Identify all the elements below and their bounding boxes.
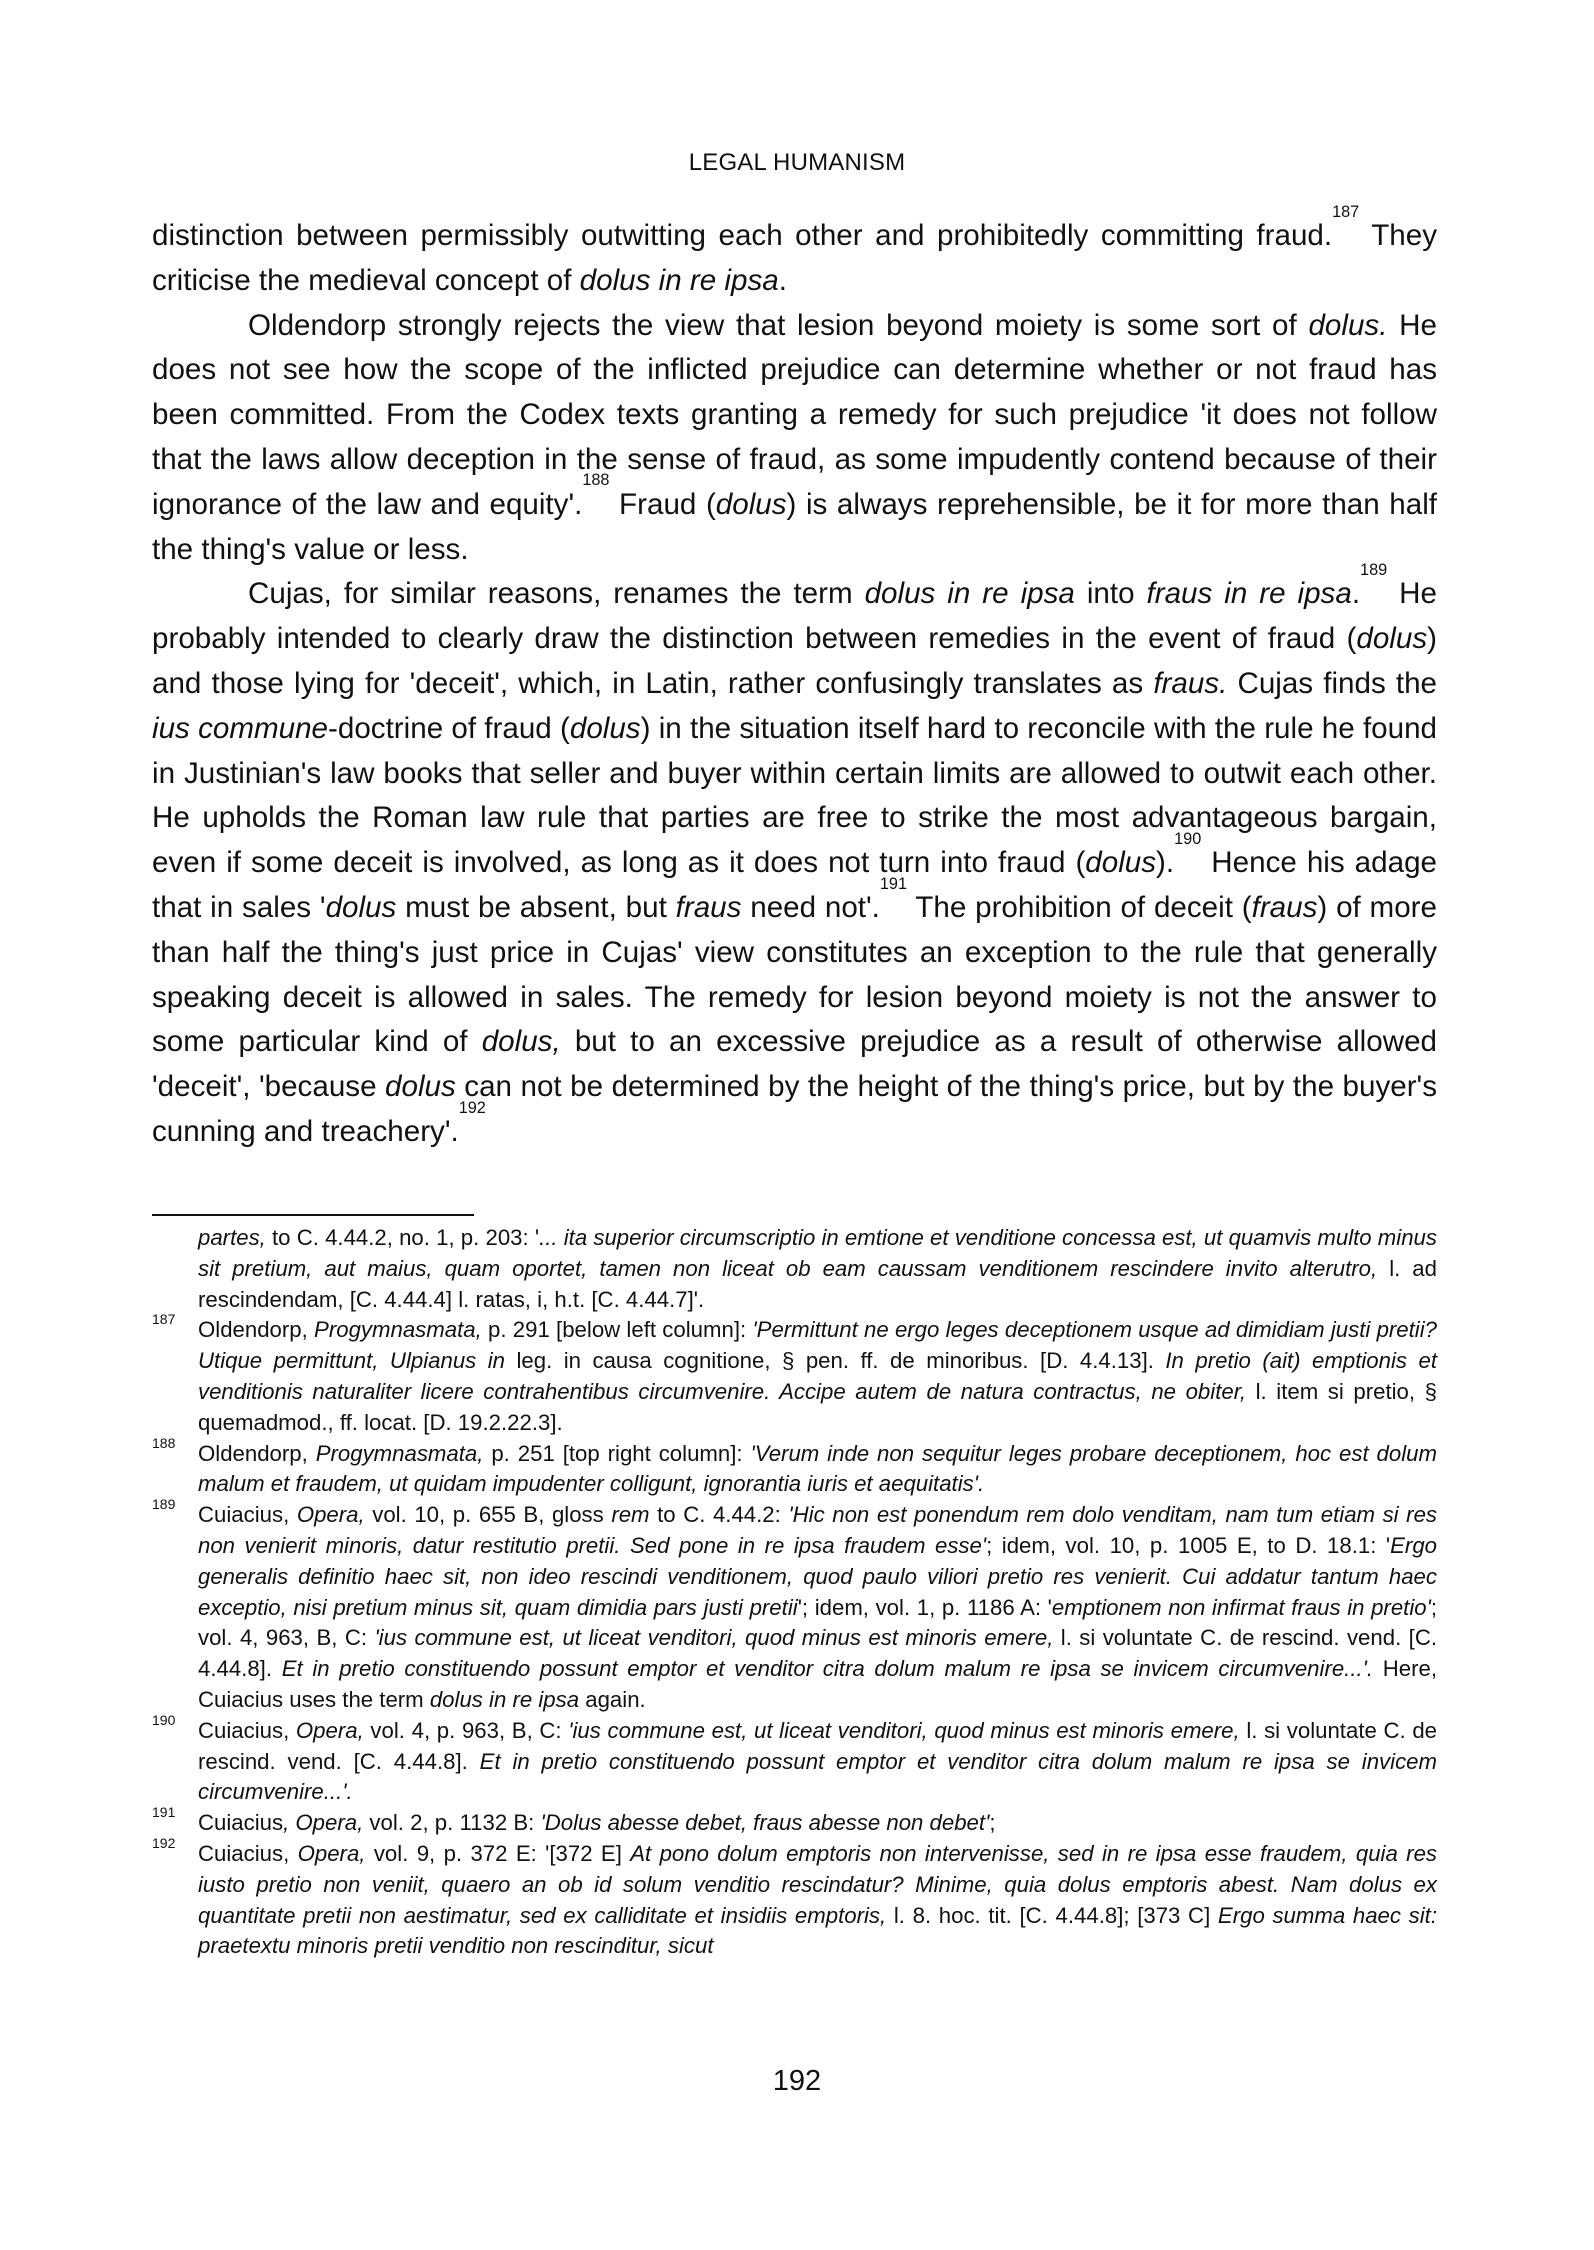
italic-term: 'ius commune est, ut liceat venditori, quod minus est minoris emere, [568, 1717, 1240, 1743]
italic-term: Ergo generalis definitio haec sit, non ideo rescindi venditionem, quod paulo viliori pretio res venierit. Cui addatur tantum haec exceptio, nisi pretium minus sit, quam dimidia pars justi pretii [198, 1532, 1437, 1620]
italic-term: dolus [1356, 622, 1428, 656]
italic-term: Opera, [295, 1717, 364, 1743]
footnote-text: partes, to C. 4.44.2, no. 1, p. 203: '... ita superior circumscriptio in emtione et venditione concessa est, ut quamvis multo minus sit pretium, aut maius, quam oportet, tamen non liceat ob eam caussam venditionem rescindere invito alterutro, l. ad rescindendam, [C. 4.44.4] l. ratas, i, h.t. [C. 4.44.7]'. [198, 1225, 1437, 1312]
footnote-number: 191 [152, 1804, 176, 1821]
footnote-number: 189 [152, 1496, 176, 1513]
italic-term: Progymnasmata, [315, 1440, 484, 1466]
italic-term: Opera, [296, 1502, 365, 1528]
italic-term: , Opera, [283, 1810, 364, 1836]
italic-term: dolus in re ipsa [579, 263, 779, 297]
footnote-number: 188 [152, 1434, 176, 1451]
paragraph: Oldendorp strongly rejects the view that lesion beyond moiety is some sort of dolus. He does not see how the scope of the inflicted prejudice can determine whether or not fraud has been committed. From the Codex texts granting a remedy for such prejudice 'it does not follow that the laws allow deception in the sense of fraud, as some impudently contend because of their ignorance of the law and equity'.$^{188}$ Fraud (dolus) is always reprehensible, be it for more than half the thing's value or less. [152, 308, 1437, 566]
paragraph: distinction between permissibly outwitting each other and prohibitedly committing fraud.$^{187}$ They criticise the medieval concept of dolus in re ipsa. [152, 202, 1437, 297]
italic-term: Opera, [297, 1840, 366, 1866]
footnote-187 [152, 1311, 1437, 1438]
footnotes [152, 1223, 1437, 1962]
italic-term: ius commune [152, 711, 329, 745]
italic-term: dolus [325, 890, 397, 924]
italic-term: In pretio (ait) emptionis et venditionis naturaliter licere contrahentibus circumvenire. Accipe autem de natura contractus, ne obiter, [198, 1348, 1437, 1404]
italic-term: 'Dolus abesse debet, fraus abesse non debet' [540, 1810, 990, 1836]
italic-term: dolus. [1308, 308, 1388, 342]
italic-term: dolus [715, 487, 787, 521]
footnote-number: 192 [152, 1834, 176, 1851]
footnote-191 [152, 1804, 1437, 1839]
italic-term: dolus [569, 711, 641, 745]
italic-term: dolus, [481, 1025, 561, 1059]
footnote-reference[interactable]: 191 [879, 874, 908, 893]
italic-term: At pono dolum emptoris non intervenisse, sed in re ipsa esse fraudem, quia res iusto pretio non veniit, quaero an ob id solum venditio rescindatur? Minime, quia dolus emptoris abest. Nam dolus ex quantitate pretii non aestimatur, sed ex calliditate et insidiis emptoris, [198, 1840, 1437, 1928]
footnote-continuation [152, 1223, 1437, 1315]
italic-term: 'ius commune est, ut liceat venditori, quod minus est minoris emere, [374, 1625, 1054, 1651]
italic-term: Ergo summa haec sit: praetextu minoris pretii venditio non rescinditur, sicut [198, 1902, 1438, 1959]
running-head: LEGAL HUMANISM [688, 149, 906, 176]
italic-term: fraus. [1153, 666, 1228, 700]
italic-term: emptionem non infirmat fraus in pretio' [1051, 1594, 1431, 1620]
footnote-reference[interactable]: 192 [458, 1098, 486, 1117]
italic-term: Et in pretio constituendo possunt emptor et venditor citra dolum malum re ipsa se invicem circumvenire...'. [281, 1656, 1374, 1682]
footnote-reference[interactable]: 189 [1360, 560, 1388, 579]
italic-term: Et in pretio constituendo possunt emptor et venditor citra dolum malum re ipsa se invicem circumvenire...'. [198, 1748, 1437, 1805]
italic-term: fraus [675, 890, 742, 924]
italic-term: dolus in re ipsa [429, 1686, 580, 1712]
footnote-text: Cuiacius, Opera, vol. 2, p. 1132 B: 'Dolus abesse debet, fraus abesse non debet'; [198, 1810, 996, 1836]
italic-term: dolus [385, 1070, 456, 1104]
italic-term: rem [611, 1502, 650, 1528]
paragraph: Cujas, for similar reasons, renames the term dolus in re ipsa into fraus in re ipsa.$^{189}$ He probably intended to clearly draw the distinction between remedies in the event of fraud (dolus) and those lying for 'deceit', which, in Latin, rather confusingly translates as fraus. Cujas finds the ius commune-doctrine of fraud (dolus) in the situation itself hard to reconcile with the rule he found in Justinian's law books that seller and buyer within certain limits are allowed to outwit each other. He upholds the Roman law rule that parties are free to strike the most advantageous bargain, even if some deceit is involved, as long as it does not turn into fraud (dolus).$^{190}$ Hence his adage that in sales 'dolus must be absent, but fraus need not'.$^{191}$ The prohibition of deceit (fraus) of more than half the thing's just price in Cujas' view constitutes an exception to the rule that generally speaking deceit is allowed in sales. The remedy for lesion beyond moiety is not the answer to some particular kind of dolus, but to an excessive prejudice as a result of otherwise allowed 'deceit', 'because dolus can not be determined by the height of the thing's price, but by the buyer's cunning and treachery'.$^{192}$ [152, 560, 1438, 1148]
page-number: 192 [772, 2065, 822, 2097]
footnote-192 [152, 1834, 1438, 1962]
italic-term: partes, [198, 1225, 266, 1250]
italic-term: fraus [1251, 890, 1318, 924]
footnote-text: Cuiacius, Opera, vol. 4, p. 963, B, C: 'ius commune est, ut liceat venditori, quod minus est minoris emere, l. si voluntate C. de rescind. vend. [C. 4.44.8]. Et in pretio constituendo possunt emptor et venditor citra dolum malum re ipsa se invicem circumvenire...'. [198, 1717, 1438, 1805]
italic-term: dolus in re ipsa [864, 577, 1075, 611]
footnote-text: Cuiacius, Opera, vol. 10, p. 655 B, gloss rem to C. 4.44.2: 'Hic non est ponendum rem dolo venditam, nam tum etiam si res non venierit minoris, datur restitutio pretii. Sed pone in re ipsa fraudem esse'; idem, vol. 10, p. 1005 E, to D. 18.1: 'Ergo generalis definitio haec sit, non ideo rescindi venditionem, quod paulo viliori pretio res venierit. Cui addatur tantum haec exceptio, nisi pretium minus sit, quam dimidia pars justi pretii'; idem, vol. 1, p. 1186 A: 'emptionem non infirmat fraus in pretio'; vol. 4, 963, B, C: 'ius commune est, ut liceat venditori, quod minus est minoris emere, l. si voluntate C. de rescind. vend. [C. 4.44.8]. Et in pretio constituendo possunt emptor et venditor citra dolum malum re ipsa se invicem circumvenire...'. Here, Cuiacius uses the term dolus in re ipsa again. [198, 1502, 1438, 1712]
italic-term: dolus [1085, 846, 1157, 880]
main-text [152, 202, 1438, 1155]
footnote-reference[interactable]: 187 [1332, 202, 1360, 221]
italic-term: 'Permittunt ne ergo leges deceptionem usque ad dimidiam justi pretii? Utique permittunt, Ulpianus in [198, 1317, 1437, 1374]
footnote-text: Oldendorp, Progymnasmata, p. 251 [top right column]: 'Verum inde non sequitur leges probare deceptionem, hoc est dolum malum et fraudem, ut quidam impudenter colligunt, ignorantia iuris et aequitatis'. [198, 1440, 1437, 1497]
footnote-190 [152, 1711, 1438, 1808]
footnote-189 [152, 1496, 1438, 1716]
italic-term: Progymnasmata, [314, 1317, 482, 1343]
footnote-number: 187 [152, 1311, 176, 1328]
footnote-188 [152, 1434, 1437, 1501]
footnote-separator [152, 1214, 474, 1216]
footnote-text: Cuiacius, Opera, vol. 9, p. 372 E: '[372 E] At pono dolum emptoris non intervenisse, sed in re ipsa esse fraudem, quia res iusto pretio non veniit, quaero an ob id solum venditio rescindatur? Minime, quia dolus emptoris abest. Nam dolus ex quantitate pretii non aestimatur, sed ex calliditate et insidiis emptoris, l. 8. hoc. tit. [C. 4.44.8]; [373 C] Ergo summa haec sit: praetextu minoris pretii venditio non rescinditur, sicut [198, 1840, 1438, 1959]
footnote-text: Oldendorp, Progymnasmata, p. 291 [below left column]: 'Permittunt ne ergo leges deceptionem usque ad dimidiam justi pretii? Utique permittunt, Ulpianus in leg. in causa cognitione, § pen. ff. de minoribus. [D. 4.4.13]. In pretio (ait) emptionis et venditionis naturaliter licere contrahentibus circumvenire. Accipe autem de natura contractus, ne obiter, l. item si pretio, § quemadmod., ff. locat. [D. 19.2.22.3]. [198, 1317, 1437, 1435]
footnote-reference[interactable]: 190 [1174, 829, 1202, 848]
italic-term: fraus in re ipsa [1146, 577, 1352, 611]
italic-term: 'Verum inde non sequitur leges probare deceptionem, hoc est dolum malum et fraudem, ut quidam impudenter colligunt, ignorantia iuris et aequitatis'. [198, 1440, 1437, 1497]
italic-term: 'Hic non est ponendum rem dolo venditam, nam tum etiam si res non venierit minoris, datur restitutio pretii. Sed pone in re ipsa fraudem esse' [198, 1502, 1438, 1558]
italic-term: ... ita superior circumscriptio in emtione et venditione concessa est, ut quamvis multo minus sit pretium, aut maius, quam oportet, tamen non liceat ob eam caussam venditionem rescindere invito alterutro, [198, 1225, 1437, 1281]
footnote-number: 190 [152, 1711, 176, 1728]
footnote-reference[interactable]: 188 [582, 471, 610, 490]
